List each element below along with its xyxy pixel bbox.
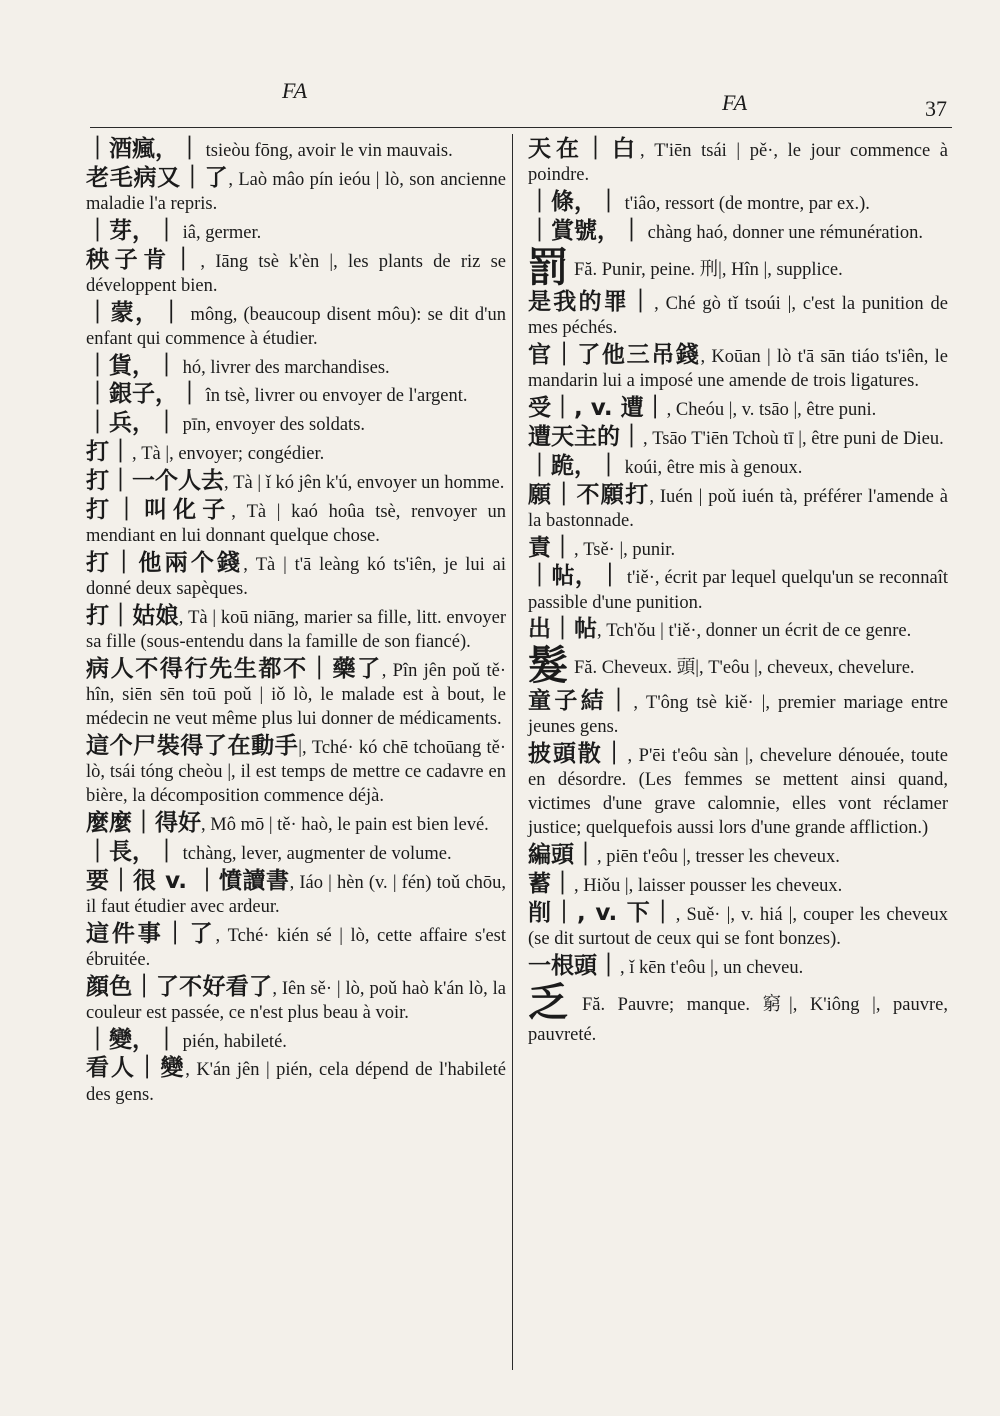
headword-entry (528, 979, 948, 1047)
entry-chinese: ｜兵，｜ (86, 410, 178, 437)
dictionary-entry (86, 469, 506, 495)
entry-chinese: ｜跪，｜ (528, 452, 620, 479)
dictionary-entry (86, 219, 506, 245)
entry-definition: , T'ông tsè kiě· |, premier mariage entre jeunes gens. (528, 692, 948, 737)
dictionary-entry (528, 954, 948, 980)
entry-chinese: 要｜很 v. ｜憤讀書 (86, 867, 290, 894)
entry-chinese: ｜變，｜ (86, 1026, 178, 1053)
entry-definition: , Suě· |, v. hiá |, couper les cheveux (se dit surtout de ceux qui se font bonzes). (528, 904, 948, 949)
dictionary-entry (86, 137, 506, 163)
entry-chinese: ｜條，｜ (528, 189, 620, 215)
entry-chinese: 秧子肯｜ (86, 246, 201, 273)
entry-definition: în tsè, livrer ou envoyer de l'argent. (201, 386, 468, 407)
dictionary-entry (86, 922, 506, 972)
entry-definition: , K'án jên | pién, cela dépend de l'habileté des gens. (86, 1060, 506, 1105)
entry-chinese: 打｜他兩个錢 (86, 549, 244, 576)
entry-chinese: 是我的罪｜ (528, 289, 655, 316)
entry-chinese: 這件事｜了 (86, 920, 216, 947)
entry-chinese: 蓄｜ (528, 870, 574, 897)
entry-definition: , Ché gò tǐ tsoúi |, c'est la punition de mes péchés. (528, 294, 948, 339)
entry-chinese: ｜長，｜ (86, 838, 178, 865)
dictionary-entry (86, 734, 506, 809)
header-rule (90, 127, 952, 128)
dictionary-entry (528, 742, 948, 841)
entry-chinese: ｜銀子，｜ (86, 381, 201, 408)
entry-chinese: 打｜ (86, 438, 132, 465)
entry-chinese: ｜貨，｜ (86, 352, 178, 379)
dictionary-entry (86, 869, 506, 919)
entry-definition: , Koūan | lò t'ā sān tiáo ts'iên, le mandarin lui a imposé une amende de trois ligatures. (528, 347, 948, 392)
dictionary-entry (528, 483, 948, 533)
dictionary-entry (528, 872, 948, 898)
headword-entry (528, 244, 948, 291)
left-column (86, 137, 506, 1109)
entry-chinese: 顔色｜了不好看了 (86, 973, 273, 1000)
entry-definition: , Tch'ǒu | t'iě·, donner un écrit de ce genre. (597, 621, 912, 642)
entry-chinese: 責｜ (528, 534, 574, 561)
dictionary-entry (86, 975, 506, 1025)
column-divider (512, 134, 513, 1370)
dictionary-entry (528, 564, 948, 614)
entry-definition: Fă. Pauvre; manque. 窮|, K'iông |, pauvre, pauvreté. (528, 994, 948, 1045)
entry-chinese: 遭天主的｜ (528, 423, 643, 450)
dictionary-entry (528, 425, 948, 451)
entry-definition: , Pîn jên poǔ tě· hîn, siēn sēn toū poǔ | iǒ lò, le malade est à bout, le médecin ne veut même plus lui donner de médicaments. (86, 660, 506, 729)
entry-definition: tsieòu fōng, avoir le vin mauvais. (201, 141, 453, 161)
dictionary-entry (86, 498, 506, 548)
entry-chinese: ｜蒙，｜ (86, 299, 185, 326)
entry-definition: , Tà | ǐ kó jên k'ú, envoyer un homme. (224, 472, 505, 493)
entry-chinese: ｜賞號，｜ (528, 217, 643, 244)
headword-entry (528, 643, 948, 690)
dictionary-entry (86, 166, 506, 216)
entry-definition: , Iên sě· | lò, poǔ haò k'án lò, la couleur est passée, ce n'est plus beau à voir. (86, 978, 506, 1023)
dictionary-entry (86, 248, 506, 298)
dictionary-entry (86, 354, 506, 380)
entry-definition: |, Tché· kó chē tchoūang tě· lò, tsái tóng cheòu |, il est temps de mettre ce cadavre en bière, la décomposition commence déjà. (86, 737, 507, 807)
entry-definition: pién, habileté. (178, 1031, 287, 1052)
entry-chinese: ｜芽，｜ (86, 217, 178, 244)
entry-chinese: 打｜叫化子 (86, 496, 232, 523)
dictionary-entry (528, 689, 948, 739)
entry-definition: , T'iēn tsái | pě·, le jour commence à poindre. (528, 141, 948, 186)
running-head-right: FA (722, 90, 749, 115)
entry-chinese: 這个尸裝得了在動手 (86, 732, 299, 759)
entry-definition: , P'ēi t'eôu sàn |, chevelure dénouée, toute en désordre. (Les femmes se mettent ainsi quand, victimes d'une grave calomnie, elles vont réclamer justice; quelquefois aussi lors d'une grande affliction.) (528, 745, 948, 839)
entry-definition: Fă. Punir, peine. 刑|, Hîn |, supplice. (574, 259, 843, 280)
entry-chinese: 打｜一个人去 (86, 467, 224, 494)
dictionary-entry (86, 411, 506, 437)
dictionary-entry (86, 811, 506, 837)
entry-chinese: 願｜不願打 (528, 481, 650, 508)
right-column (528, 137, 948, 1049)
entry-definition: , Tà | kaó hoûa tsè, renvoyer un mendiant en lui donnant quelque chose. (86, 501, 507, 546)
entry-definition: tchàng, lever, augmenter de volume. (178, 843, 452, 864)
entry-definition: , Cheóu |, v. tsāo |, être puni. (666, 400, 877, 421)
dictionary-entry (86, 440, 506, 466)
entry-chinese: ｜酒瘋，｜ (86, 136, 201, 162)
entry-chinese: 病人不得行先生都不｜藥了 (86, 655, 382, 682)
entry-chinese: 受｜, v. 遭｜ (528, 395, 667, 422)
headword-character: 罰 (528, 244, 568, 291)
running-head-left: FA (282, 78, 309, 103)
entry-chinese: 看人｜變 (86, 1055, 186, 1082)
dictionary-entry (86, 657, 506, 732)
entry-definition: hó, livrer des marchandises. (178, 357, 390, 378)
entry-chinese: 一根頭｜ (528, 952, 620, 979)
entry-definition: , Tà |, envoyer; congédier. (132, 443, 325, 464)
dictionary-entry (528, 617, 948, 643)
dictionary-entry (528, 137, 948, 187)
entry-definition: pīn, envoyer des soldats. (178, 415, 366, 436)
dictionary-entry (528, 843, 948, 869)
dictionary-entry (528, 343, 948, 393)
headword-character: 髮 (528, 643, 568, 690)
entry-definition: , Iáo | hèn (v. | fén) toǔ chōu, il faut étudier avec ardeur. (86, 872, 506, 917)
dictionary-entry (528, 219, 948, 245)
entry-definition: mông, (beaucoup disent môu): se dit d'un enfant qui commence à étudier. (86, 304, 507, 349)
dictionary-entry (528, 901, 948, 951)
page-number: 37 (925, 96, 947, 121)
entry-definition: t'iě·, écrit par lequel quelqu'un se reconnaît passible d'une punition. (528, 568, 949, 613)
entry-chinese: 打｜姑娘 (86, 602, 179, 629)
dictionary-entry (86, 604, 506, 654)
entry-definition: , Hiǒu |, laisser pousser les cheveux. (574, 875, 843, 896)
dictionary-entry (528, 396, 948, 422)
entry-definition: , Mô mō | tě· haò, le pain est bien levé. (201, 814, 489, 835)
headword-character: 乏 (528, 979, 576, 1026)
entry-definition: , Iāng tsè k'èn |, les plants de riz se développent bien. (86, 251, 507, 296)
entry-chinese: 削｜, v. 下｜ (528, 899, 676, 926)
entry-chinese: 官｜了他三吊錢 (528, 342, 701, 369)
entry-chinese: 童子結｜ (528, 687, 634, 714)
entry-definition: , ǐ kēn t'eôu |, un cheveu. (620, 957, 804, 978)
dictionary-entry (86, 1056, 506, 1106)
entry-definition: Fă. Cheveux. 頭|, T'eôu |, cheveux, chevelure. (574, 658, 915, 679)
dictionary-entry (86, 382, 506, 408)
dictionary-entry (86, 551, 506, 601)
entry-definition: , Tà | t'ā leàng kó ts'iên, je lui ai donné deux sapèques. (86, 554, 507, 599)
entry-chinese: 老毛病又｜了 (86, 164, 229, 191)
entry-definition: t'iâo, ressort (de montre, par ex.). (620, 194, 870, 214)
entry-definition: chàng haó, donner une rémunération. (643, 222, 923, 243)
dictionary-entry (86, 840, 506, 866)
entry-definition: , Tsě· |, punir. (574, 539, 676, 560)
dictionary-entry (528, 190, 948, 216)
entry-definition: , piēn t'eôu |, tresser les cheveux. (597, 847, 840, 868)
entry-definition: , Laò mâo pín ieóu | lò, son ancienne maladie l'a repris. (86, 169, 507, 214)
entry-chinese: ｜帖，｜ (528, 563, 622, 590)
entry-chinese: 出｜帖 (528, 616, 597, 643)
entry-chinese: 編頭｜ (528, 842, 597, 869)
dictionary-entry (86, 1028, 506, 1054)
entry-definition: koúi, être mis à genoux. (620, 457, 803, 478)
dictionary-entry (86, 301, 506, 351)
dictionary-entry (528, 536, 948, 562)
entry-definition: , Tsāo T'iēn Tchoù tī |, être puni de Dieu. (643, 428, 944, 449)
entry-definition: , Tché· kién sé | lò, cette affaire s'est ébruitée. (86, 925, 507, 970)
entry-definition: iâ, germer. (178, 222, 262, 243)
entry-chinese: 披頭散｜ (528, 740, 628, 767)
dictionary-entry (528, 290, 948, 340)
entry-chinese: 麼麼｜得好 (86, 809, 201, 836)
entry-definition: , Iuén | poǔ iuén tà, préférer l'amende à la bastonnade. (528, 486, 948, 531)
entry-definition: , Tà | koū niāng, marier sa fille, litt. envoyer sa fille (sous-entendu dans la famille de son fiancé). (86, 607, 507, 652)
dictionary-entry (528, 454, 948, 480)
entry-chinese: 天在｜白 (528, 136, 640, 162)
